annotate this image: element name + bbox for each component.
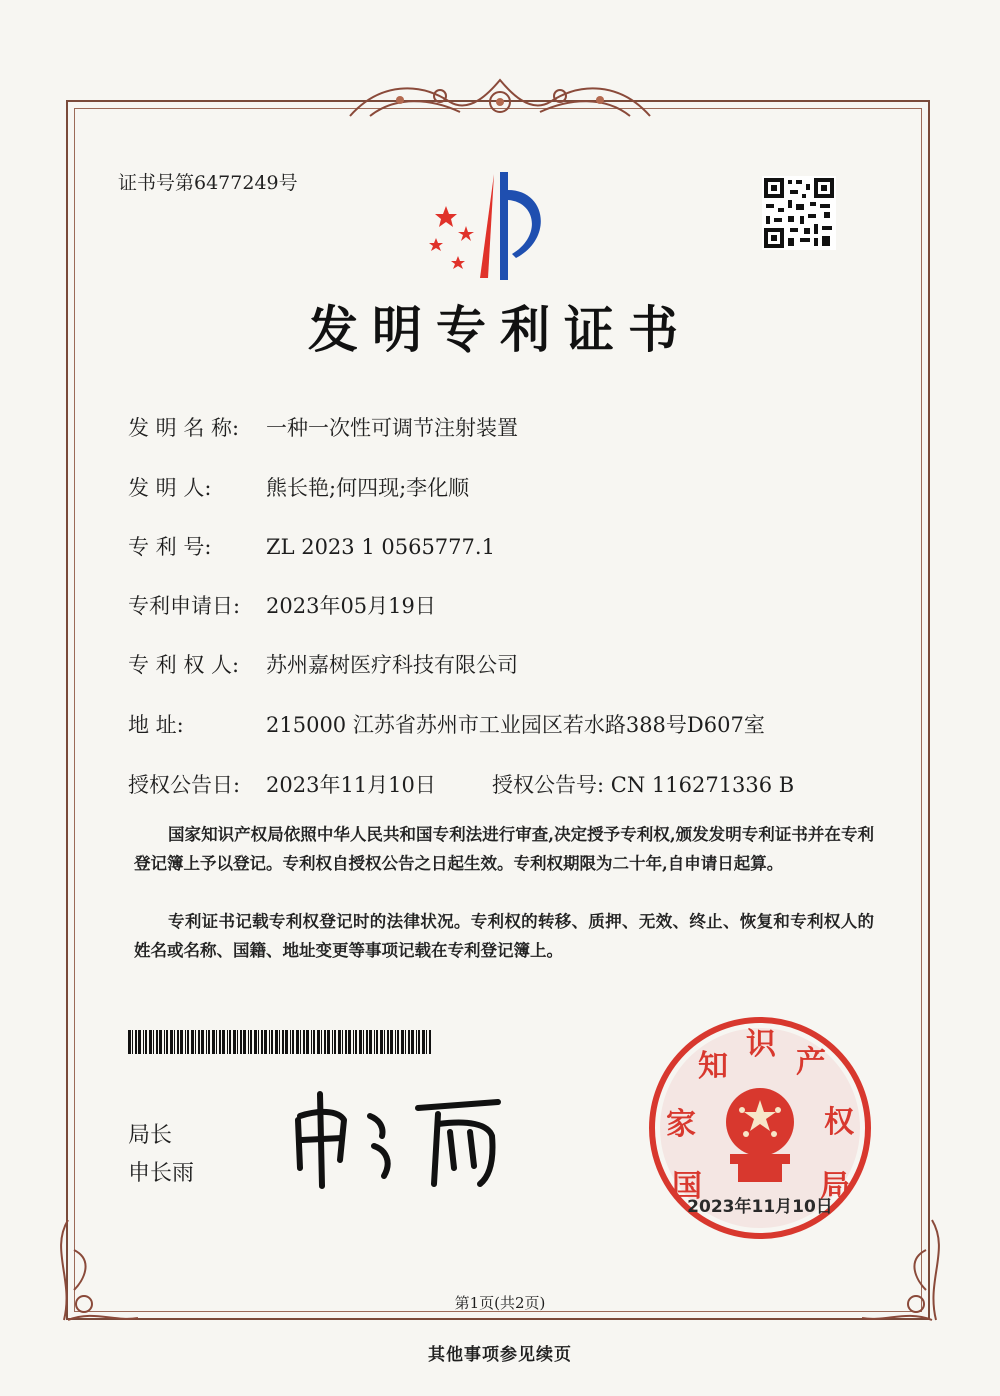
application-date-label: 专利申请日: [128, 594, 241, 618]
cnipa-logo-icon [416, 168, 566, 288]
inventor-value: 熊长艳;何四现;李化顺 [266, 476, 470, 500]
barcode-bar [216, 1030, 217, 1054]
barcode-bar [366, 1030, 368, 1054]
invention-name-label: 发 明 名 称: [128, 416, 240, 440]
grant-number-row [492, 769, 794, 799]
barcode-bar [240, 1030, 242, 1054]
barcode-bar [401, 1030, 404, 1054]
barcode-bar [426, 1030, 427, 1054]
barcode-bar [313, 1030, 315, 1054]
barcode-bar [345, 1030, 347, 1054]
barcode-bar [397, 1030, 399, 1054]
director-signature-icon [288, 1080, 518, 1190]
invention-name-row [128, 412, 518, 442]
grant-number-label: 授权公告号: [492, 773, 605, 797]
address-row [128, 709, 765, 739]
barcode-bar [233, 1030, 236, 1054]
seal-date: 2023年11月10日 [687, 1197, 833, 1217]
barcode-bar [185, 1030, 186, 1054]
barcode-bar [422, 1030, 425, 1054]
barcode-bar [380, 1030, 383, 1054]
qr-code-icon [762, 176, 836, 250]
barcode-bar [248, 1030, 249, 1054]
barcode-bar [418, 1030, 420, 1054]
director-name: 申长雨 [128, 1161, 195, 1186]
address-value: 215000 江苏省苏州市工业园区若水路388号D607室 [266, 713, 765, 737]
address-label: 地 址: [128, 713, 184, 737]
barcode-bar [219, 1030, 221, 1054]
patentee-value: 苏州嘉树医疗科技有限公司 [266, 653, 518, 677]
patent-number-row [128, 531, 495, 561]
barcode-bar [208, 1030, 210, 1054]
barcode-bar [363, 1030, 364, 1054]
barcode-bar [180, 1030, 183, 1054]
invention-name-value: 一种一次性可调节注射装置 [266, 416, 518, 440]
barcode-bar [258, 1030, 259, 1054]
barcode-bar [198, 1030, 200, 1054]
seal-char-4: 识 [746, 1027, 776, 1062]
barcode-bar [166, 1030, 168, 1054]
barcode-bar [128, 1030, 131, 1054]
barcode-bar [292, 1030, 294, 1054]
bottom-note: 其他事项参见续页 [428, 1345, 572, 1365]
barcode-bar [229, 1030, 231, 1054]
barcode-icon [128, 1030, 434, 1054]
application-date-row [128, 590, 436, 620]
barcode-bar [303, 1030, 305, 1054]
barcode-bar [306, 1030, 309, 1054]
barcode-bar [324, 1030, 326, 1054]
seal-char-7: 局 [820, 1169, 850, 1204]
barcode-bar [359, 1030, 362, 1054]
barcode-bar [237, 1030, 238, 1054]
barcode-bar [332, 1030, 333, 1054]
seal-char-5: 产 [796, 1045, 826, 1080]
barcode-bar [195, 1030, 196, 1054]
barcode-bar [156, 1030, 158, 1054]
barcode-bar [290, 1030, 291, 1054]
barcode-bar [170, 1030, 173, 1054]
barcode-bar [243, 1030, 246, 1054]
barcode-bar [164, 1030, 165, 1054]
grant-date-label: 授权公告日: [128, 773, 241, 797]
top-ornament-icon [340, 72, 660, 126]
barcode-bar [334, 1030, 336, 1054]
seal-char-3: 知 [698, 1049, 728, 1084]
barcode-bar [300, 1030, 301, 1054]
paragraph-legal-status: 专利证书记载专利权登记时的法律状况。专利权的转移、质押、无效、终止、恢复和专利权人的姓名或名称、国籍、地址变更等事项记载在专利登记簿上。 [134, 912, 874, 960]
barcode-bar [132, 1030, 133, 1054]
patent-number-label: 专 利 号: [128, 535, 212, 559]
barcode-bar [321, 1030, 322, 1054]
barcode-bar [227, 1030, 228, 1054]
seal-char-6: 权 [824, 1105, 854, 1140]
barcode-bar [387, 1030, 389, 1054]
barcode-bar [348, 1030, 351, 1054]
barcode-bar [212, 1030, 215, 1054]
barcode-bar [296, 1030, 299, 1054]
barcode-bar [342, 1030, 343, 1054]
patentee-label: 专 利 权 人: [128, 653, 240, 677]
barcode-bar [384, 1030, 385, 1054]
barcode-bar [159, 1030, 162, 1054]
barcode-bar [411, 1030, 414, 1054]
barcode-bar [395, 1030, 396, 1054]
barcode-bar [135, 1030, 137, 1054]
barcode-bar [145, 1030, 147, 1054]
barcode-bar [271, 1030, 273, 1054]
barcode-bar [282, 1030, 284, 1054]
barcode-bar [143, 1030, 144, 1054]
barcode-bar [405, 1030, 406, 1054]
barcode-bar [376, 1030, 378, 1054]
barcode-bar [311, 1030, 312, 1054]
barcode-bar [187, 1030, 189, 1054]
barcode-bar [149, 1030, 152, 1054]
certificate-number: 证书号第6477249号 [118, 172, 298, 194]
barcode-bar [285, 1030, 288, 1054]
barcode-bar [374, 1030, 375, 1054]
barcode-bar [269, 1030, 270, 1054]
barcode-bar [317, 1030, 320, 1054]
barcode-bar [338, 1030, 341, 1054]
application-date-value: 2023年05月19日 [266, 594, 436, 618]
page-number: 第1页(共2页) [454, 1294, 546, 1312]
barcode-bar [206, 1030, 207, 1054]
barcode-bar [279, 1030, 280, 1054]
barcode-bar [416, 1030, 417, 1054]
grant-date-value: 2023年11月10日 [266, 773, 436, 797]
barcode-bar [355, 1030, 357, 1054]
barcode-bar [264, 1030, 267, 1054]
inventor-label: 发 明 人: [128, 476, 212, 500]
barcode-bar [254, 1030, 257, 1054]
barcode-bar [429, 1030, 431, 1054]
seal-char-1: 国 [672, 1169, 702, 1204]
barcode-bar [390, 1030, 393, 1054]
barcode-bar [201, 1030, 204, 1054]
patentee-row [128, 649, 518, 679]
barcode-bar [174, 1030, 175, 1054]
certificate-title: 发明专利证书 [308, 300, 692, 359]
patent-number-value: ZL 2023 1 0565777.1 [266, 535, 495, 559]
director-title: 局长 [128, 1123, 173, 1148]
barcode-bar [177, 1030, 179, 1054]
barcode-bar [353, 1030, 354, 1054]
barcode-bar [408, 1030, 410, 1054]
grant-number-value: CN 116271336 B [610, 773, 795, 797]
inventor-row [128, 472, 469, 502]
barcode-bar [261, 1030, 263, 1054]
barcode-bar [222, 1030, 225, 1054]
barcode-bar [275, 1030, 278, 1054]
paragraph-grant-statement: 国家知识产权局依照中华人民共和国专利法进行审查,决定授予专利权,颁发发明专利证书并在专利登记簿上予以登记。专利权自授权公告之日起生效。专利权期限为二十年,自申请日起算。 [134, 825, 874, 873]
barcode-bar [250, 1030, 252, 1054]
seal-char-2: 家 [666, 1107, 696, 1142]
barcode-bar [153, 1030, 154, 1054]
barcode-bar [138, 1030, 141, 1054]
barcode-bar [369, 1030, 372, 1054]
grant-date-row [128, 769, 436, 799]
barcode-bar [191, 1030, 194, 1054]
barcode-bar [327, 1030, 330, 1054]
